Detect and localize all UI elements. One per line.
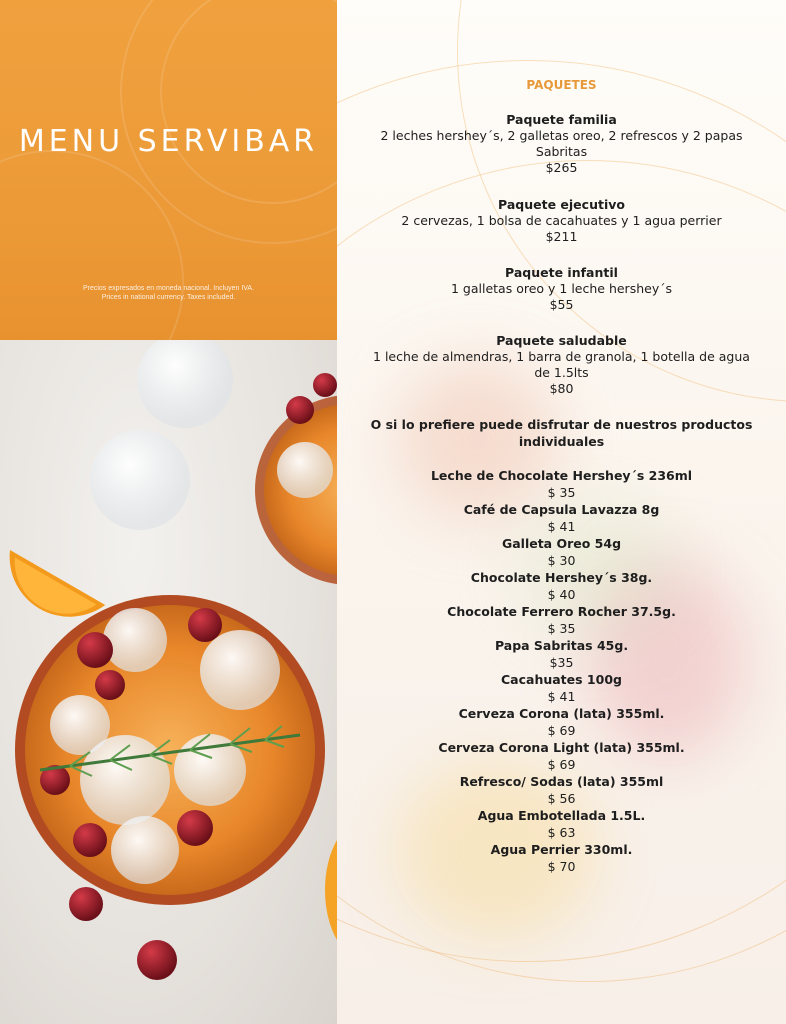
price-note-spanish: Precios expresados en moneda nacional. Incluyen IVA. bbox=[82, 285, 255, 292]
package-item bbox=[367, 197, 756, 245]
product-price: $ 41 bbox=[547, 518, 576, 534]
package-description: 1 galletas oreo y 1 leche hershey´s bbox=[451, 281, 672, 296]
menu-title: MENU SERVIBAR bbox=[18, 124, 319, 159]
cranberry bbox=[69, 887, 103, 921]
price-note-english: Prices in national currency. Taxes included. bbox=[101, 294, 236, 301]
glass-top-right bbox=[255, 373, 337, 585]
glass-main bbox=[15, 595, 325, 905]
package-price: $265 bbox=[545, 160, 578, 175]
product-name: Cacahuates 100g bbox=[501, 672, 622, 687]
product-name: Chocolate Ferrero Rocher 37.5g. bbox=[447, 604, 676, 619]
ice-cube bbox=[90, 430, 190, 530]
package-name: Paquete ejecutivo bbox=[498, 197, 625, 212]
product-name: Café de Capsula Lavazza 8g bbox=[463, 502, 660, 517]
product-item bbox=[397, 774, 726, 808]
product-item bbox=[397, 502, 726, 536]
ice-cube bbox=[137, 340, 233, 428]
product-name: Cerveza Corona Light (lata) 355ml. bbox=[438, 740, 685, 755]
product-name: Agua Perrier 330ml. bbox=[490, 842, 633, 857]
cranberry bbox=[137, 940, 177, 980]
product-item bbox=[397, 570, 726, 604]
package-price: $211 bbox=[545, 229, 578, 244]
product-price: $ 69 bbox=[547, 756, 576, 772]
package-price: $55 bbox=[549, 297, 574, 312]
orange-wedge-right bbox=[325, 840, 337, 940]
package-price: $80 bbox=[549, 381, 574, 396]
package-name: Paquete infantil bbox=[505, 265, 618, 280]
product-item bbox=[397, 672, 726, 706]
packages-title: PAQUETES bbox=[526, 78, 597, 92]
product-price: $35 bbox=[549, 654, 574, 670]
product-price: $ 63 bbox=[547, 824, 576, 840]
package-name: Paquete saludable bbox=[496, 333, 627, 348]
product-item bbox=[397, 604, 726, 638]
product-price: $ 70 bbox=[547, 858, 576, 874]
product-price: $ 69 bbox=[547, 722, 576, 738]
product-item bbox=[397, 842, 726, 876]
cocktail-photo bbox=[0, 340, 337, 1024]
cocktail-illustration bbox=[0, 340, 337, 1024]
product-name: Cerveza Corona (lata) 355ml. bbox=[458, 706, 665, 721]
product-name: Refresco/ Sodas (lata) 355ml bbox=[459, 774, 664, 789]
price-note bbox=[0, 284, 337, 302]
individual-items-list bbox=[397, 468, 726, 876]
package-description: 2 leches hershey´s, 2 galletas oreo, 2 refrescos y 2 papas Sabritas bbox=[380, 128, 743, 159]
product-name: Galleta Oreo 54g bbox=[501, 536, 622, 551]
product-item bbox=[397, 536, 726, 570]
product-price: $ 30 bbox=[547, 552, 576, 568]
package-item bbox=[367, 265, 756, 313]
product-item bbox=[397, 740, 726, 774]
product-item bbox=[397, 808, 726, 842]
package-description: 1 leche de almendras, 1 barra de granola, 1 botella de agua de 1.5lts bbox=[373, 349, 750, 380]
product-name: Papa Sabritas 45g. bbox=[494, 638, 629, 653]
left-column bbox=[0, 0, 337, 1024]
product-price: $ 40 bbox=[547, 586, 576, 602]
title-panel bbox=[0, 0, 337, 340]
package-item bbox=[367, 333, 756, 397]
package-name: Paquete familia bbox=[506, 112, 617, 127]
product-price: $ 35 bbox=[547, 484, 576, 500]
product-item bbox=[397, 706, 726, 740]
package-description: 2 cervezas, 1 bolsa de cacahuates y 1 agua perrier bbox=[401, 213, 722, 228]
product-item bbox=[397, 638, 726, 672]
menu-content-panel bbox=[337, 0, 786, 1024]
individual-intro: O si lo prefiere puede disfrutar de nuestros productos individuales bbox=[370, 417, 753, 449]
package-item bbox=[367, 112, 756, 176]
product-item bbox=[397, 468, 726, 502]
product-name: Chocolate Hershey´s 38g. bbox=[470, 570, 653, 585]
product-name: Leche de Chocolate Hershey´s 236ml bbox=[430, 468, 693, 483]
product-price: $ 56 bbox=[547, 790, 576, 806]
product-price: $ 41 bbox=[547, 688, 576, 704]
product-name: Agua Embotellada 1.5L. bbox=[477, 808, 646, 823]
product-price: $ 35 bbox=[547, 620, 576, 636]
